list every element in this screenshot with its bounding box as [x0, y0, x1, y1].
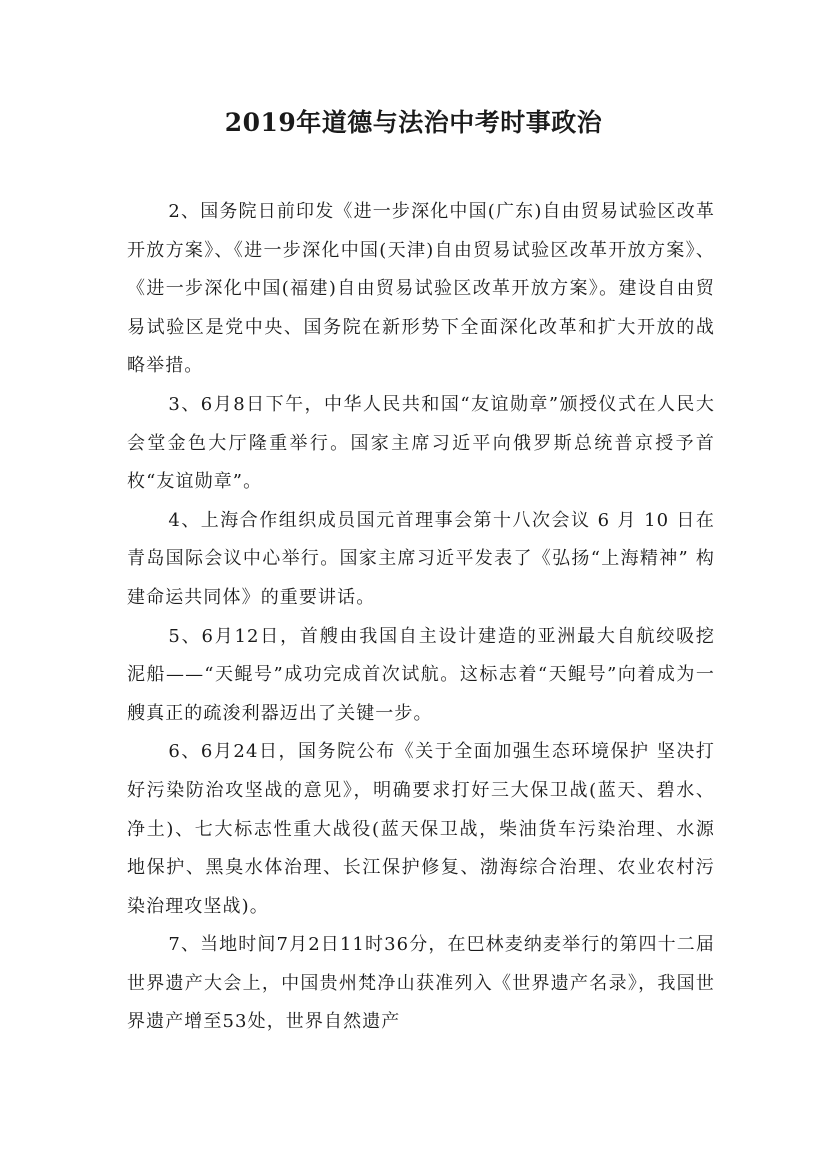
paragraph-item-3: 3、6月8日下午，中华人民共和国“友谊勋章”颁授仪式在人民大会堂金色大厅隆重举行。国家主席习近平向俄罗斯总统普京授予首枚“友谊勋章”。: [127, 393, 715, 493]
document-title: 2019年道德与法治中考时事政治: [224, 108, 603, 137]
paragraph-item-5: 5、6月12日，首艘由我国自主设计建造的亚洲最大自航绞吸挖泥船——“天鲲号”成功完成首次试航。这标志着“天鲲号”向着成为一艘真正的疏浚利器迈出了关键一步。: [127, 625, 715, 724]
paragraph-item-6: 6、6月24日，国务院公布《关于全面加强生态环境保护 坚决打好污染防治攻坚战的意见》，明确要求打好三大保卫战(蓝天、碧水、净土)、七大标志性重大战役(蓝天保卫战，柴油货车污染治理、水源地保护、黑臭水体治理、长江保护修复、渤海综合治理、农业农村污染治理攻坚战)。: [127, 741, 715, 917]
document-body: [127, 193, 715, 1042]
paragraph-item-2: 2、国务院日前印发《进一步深化中国(广东)自由贸易试验区改革开放方案》、《进一步深化中国(天津)自由贸易试验区改革开放方案》、《进一步深化中国(福建)自由贸易试验区改革开放方案》。建设自由贸易试验区是党中央、国务院在新形势下全面深化改革和扩大开放的战略举措。: [127, 201, 715, 377]
paragraph-item-4: 4、上海合作组织成员国元首理事会第十八次会议 6 月 10 日在青岛国际会议中心举行。国家主席习近平发表了《弘扬“上海精神” 构建命运共同体》的重要讲话。: [127, 509, 715, 608]
paragraph-item-7: 7、当地时间7月2日11时36分，在巴林麦纳麦举行的第四十二届世界遗产大会上，中国贵州梵净山获准列入《世界遗产名录》，我国世界遗产增至53处，世界自然遗产: [127, 934, 715, 1033]
